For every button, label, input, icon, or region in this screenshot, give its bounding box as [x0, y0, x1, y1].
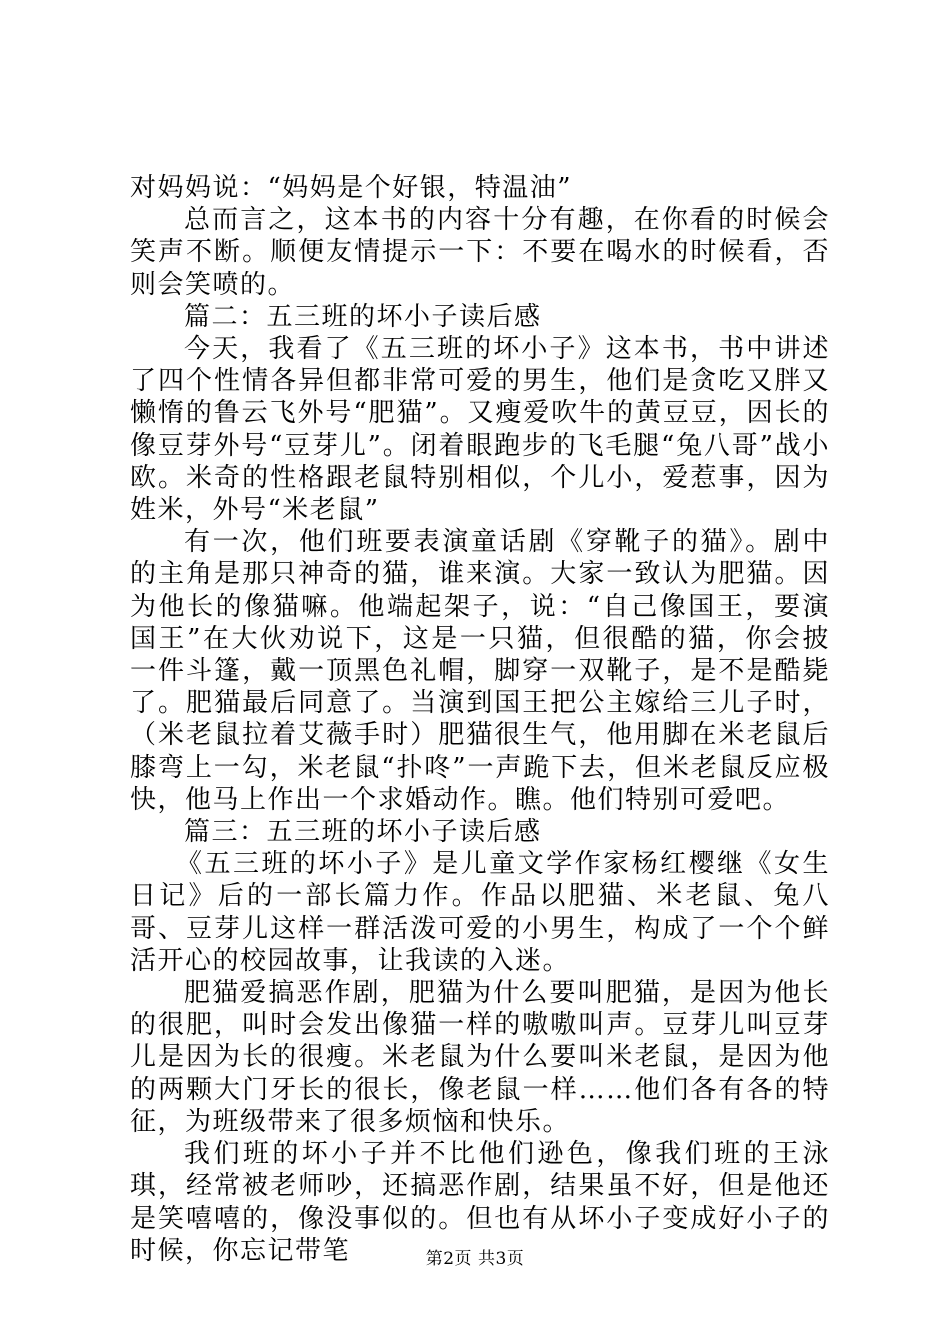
paragraph: 我们班的坏小子并不比他们逊色，像我们班的王泳琪，经常被老师吵，还搞恶作剧，结果虽不好，但是他还是笑嘻嘻的，像没事似的。但也有从坏小子变成好小子的时候，你忘记带笔	[130, 1139, 830, 1266]
paragraph: 今天，我看了《五三班的坏小子》这本书，书中讲述了四个性情各异但都非常可爱的男生，他们是贪吃又胖又懒惰的鲁云飞外号“肥猫”。又瘦爱吹牛的黄豆豆，因长的像豆芽外号“豆芽儿”。闭着眼跑步的飞毛腿“兔八哥”战小欧。米奇的性格跟老鼠特别相似，个儿小，爱惹事，因为姓米，外号“米老鼠”	[130, 334, 830, 526]
paragraph: 对妈妈说：“妈妈是个好银，特温油”	[130, 173, 573, 203]
section-heading: 篇三：五三班的坏小子读后感	[184, 817, 542, 848]
paragraph: 《五三班的坏小子》是儿童文学作家杨红樱继《女生日记》后的一部长篇力作。作品以肥猫、米老鼠、兔八哥、豆芽儿这样一群活泼可爱的小男生，构成了一个个鲜活开心的校园故事，让我读的入迷。	[130, 849, 830, 976]
paragraph: 总而言之，这本书的内容十分有趣，在你看的时候会笑声不断。顺便友情提示一下：不要在喝水的时候看，否则会笑喷的。	[130, 205, 830, 300]
paragraph: 有一次，他们班要表演童话剧《穿靴子的猫》。剧中的主角是那只神奇的猫，谁来演。大家一致认为肥猫。因为他长的像猫嘛。他端起架子，说：“自己像国王，要演国王”在大伙劝说下，这是一只猫，但很酷的猫，你会披一件斗篷，戴一顶黑色礼帽，脚穿一双靴子，是不是酷毙了。肥猫最后同意了。当演到国王把公主嫁给三儿子时，（米老鼠拉着艾薇手时）肥猫很生气，他用脚在米老鼠后膝弯上一勾，米老鼠“扑咚”一声跪下去，但米老鼠反应极快，他马上作出一个求婚动作。瞧。他们特别可爱吧。	[130, 527, 830, 815]
section-heading: 篇二：五三班的坏小子读后感	[184, 301, 542, 332]
document-body	[130, 172, 830, 1267]
paragraph: 肥猫爱搞恶作剧，肥猫为什么要叫肥猫，是因为他长的很肥，叫时会发出像猫一样的嗷嗷叫声。豆芽儿叫豆芽儿是因为长的很瘦。米老鼠为什么要叫米老鼠，是因为他的两颗大门牙长的很长，像老鼠一样……他们各有各的特征，为班级带来了很多烦恼和快乐。	[130, 978, 830, 1137]
page-number: 第2页 共3页	[425, 1249, 525, 1269]
